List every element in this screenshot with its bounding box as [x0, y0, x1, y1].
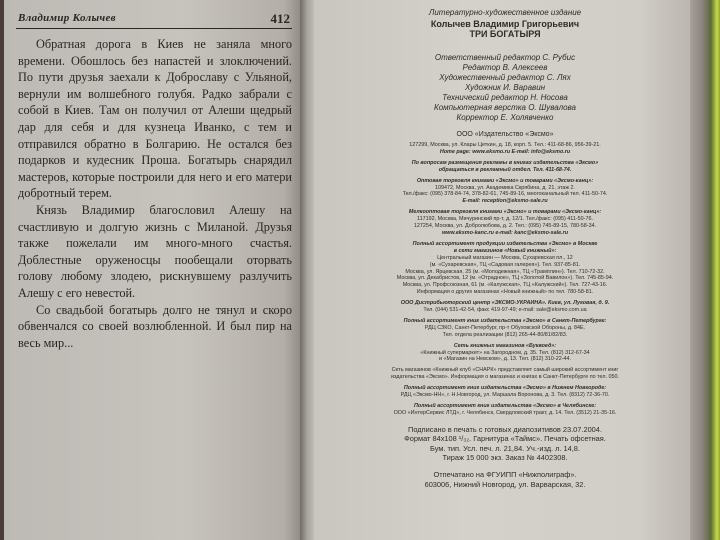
imprint-line: Формат 84x108 ¹/₃₂. Гарнитура «Таймс». Печать офсетная.: [404, 434, 606, 444]
imprint-line: Тел. (044) 531-42-54, факс 419-97-49; e-mail: sale@eksmo.com.ua: [423, 307, 587, 314]
imprint-line: Москва, ул. Профсоюзная, 61 (м. «Калужская», ТЦ «Калужский»). Тел. 727-43-16.: [402, 282, 608, 289]
imprint-line: 117192, Москва, Мичуринский пр-т, д. 12/1. Тел./факс: (095) 411-50-76.: [417, 216, 593, 223]
imprint-line: 603006, Нижний Новгород, ул. Варварская, 32.: [424, 479, 586, 489]
staff-line: Художественный редактор С. Лях: [439, 73, 571, 82]
printer-info: [322, 470, 688, 489]
imprint-line: 127299, Москва, ул. Клары Цеткин, д. 18, корп. 5. Тел.: 411-68-86, 956-39-21.: [409, 142, 601, 148]
imprint-line: Москва, ул. Декабристов, 12 (м. «Отрадное», ТЦ «Золотой Вавилон»). Тел. 745-85-94.: [396, 275, 614, 282]
body-text: [18, 36, 292, 351]
imprint-line: «Книжный супермаркет» на Загородном, д. 35. Тел. (812) 312-67-34: [420, 349, 590, 356]
imprint-line: Центральный магазин — Москва, Сухаревская пл., 12: [437, 254, 573, 261]
imprint-line: Тел. отдела реализации (812) 265-44-80/81/82/83.: [442, 331, 568, 338]
imprint-line: Сеть книжных магазинов «Буквоед»:: [453, 342, 557, 349]
running-header: [18, 12, 290, 24]
novgorod-block: [322, 385, 688, 399]
paragraph: Со свадьбой богатырь долго не тянул и скоро обвенчался со своей возлюбленной. И был пир на весь мир...: [18, 302, 292, 350]
imprint-line: Тел./факс: (095) 378-84-74, 378-82-61, 745-89-16, многоканальный тел. 411-50-74.: [402, 191, 608, 198]
ads-block: [322, 160, 688, 174]
imprint-line: РДЦ «Эксмо-НН», г. Н.Новгород, ул. Маршала Воронова, д. 3. Тел. (8312) 72-36-70.: [400, 392, 610, 399]
imprint-line: 127254, Москва, ул. Добролюбова, д. 2. Тел.: (095) 745-89-15, 780-58-34.: [413, 223, 597, 230]
imprint-line: в сети магазинов «Новый книжный»:: [453, 247, 557, 254]
retail-block: [322, 209, 688, 237]
chelyabinsk-block: [322, 403, 688, 417]
imprint-line: Бум. тип. Усл. печ. л. 21,84. Уч.-изд. л. 14,8.: [430, 443, 580, 453]
imprint-line: Сеть магазинов «Книжный клуб «СНАРК» представляет самый широкий ассортимент книг: [391, 367, 619, 374]
imprint-line: Москва, ул. Ярцевская, 25 (м. «Молодежная», ТЦ «Трамплин»). Тел. 710-72-32.: [405, 268, 605, 275]
imprint-line: РДЦ СЗКО, Санкт-Петербург, пр-т Обуховской Обороны, д. 84Е.: [424, 324, 586, 331]
address-block: [322, 142, 688, 156]
imprint-line: Полный ассортимент книг издательства «Эксмо» в Челябинске:: [413, 403, 597, 409]
imprint-line: 109472, Москва, ул. Академика Скрябина, д. 21, этаж 2.: [435, 184, 575, 191]
imprint-line: Home page: www.eksmo.ru E-mail: info@eksmo.ru: [439, 148, 571, 155]
page-number: 412: [270, 11, 290, 26]
imprint-line: и «Магазин на Невском», д. 13. Тел. (812) 310-22-44.: [438, 356, 571, 363]
imprint-author: Колычев Владимир Григорьевич: [430, 19, 580, 29]
imprint-line: (м. «Сухаревская», ТЦ «Садовая галерея»). Тел. 937-85-81.: [429, 261, 581, 268]
staff-list: [322, 53, 688, 123]
paragraph: Князь Владимир благословил Алешу на счастливую и долгую жизнь с Миланой. Друзья также пожелали им много-много счастья. Доблестные оруженосцы пообещали оторвать голову любому злодею, рискнувшему разлучить Алешу с его невестой.: [18, 202, 292, 300]
imprint-line: E-mail: reception@eksmo-sale.ru: [462, 198, 548, 205]
imprint-line: Полный ассортимент продукции издательства «Эксмо» в Москве: [412, 240, 598, 247]
ukraine-block: [322, 300, 688, 314]
bukvoed-block: [322, 343, 688, 364]
imprint: [322, 8, 688, 489]
imprint-line: Оптовая торговля книгами «Эксмо» и товарами «Эксмо-канц»:: [416, 177, 594, 184]
left-page: [4, 0, 302, 540]
imprint-line: По вопросам размещения рекламы в книгах издательства «Эксмо»: [411, 159, 599, 166]
imprint-line: Тираж 15 000 экз. Заказ № 4402308.: [442, 453, 568, 463]
header-author: Владимир Колычев: [18, 12, 116, 24]
imprint-line: ООО «ИнтерСервис ЛТД», г. Челябинск, Свердловский тракт, д. 14. Тел. (3512) 21-35-16.: [393, 409, 617, 416]
staff-line: Редактор В. Алексеев: [462, 63, 548, 72]
staff-line: Технический редактор Н. Носова: [442, 93, 568, 102]
imprint-line: издательства «Эксмо». Информация о магазинах и книгах в Санкт-Петербурге по тел. 050.: [390, 374, 620, 381]
moscow-block: [322, 241, 688, 296]
staff-line: Ответственный редактор С. Рубис: [434, 53, 576, 62]
staff-line: Художник И. Варавин: [464, 83, 546, 92]
staff-line: Корректор Е. Холявченко: [456, 113, 554, 122]
book-title: ТРИ БОГАТЫРЯ: [469, 29, 541, 39]
imprint-line: Полный ассортимент книг издательства «Эксмо» в Санкт-Петербурге:: [403, 317, 607, 324]
copyright-line: ООО «Издательство «Эксмо»: [456, 131, 554, 138]
imprint-line: ООО Дистрибьюторский центр «ЭКСМО-УКРАИНА». Киев, ул. Луговая, д. 9.: [400, 300, 610, 307]
print-specs: [322, 425, 688, 463]
imprint-line: Подписано в печать с готовых диапозитивов 23.07.2004.: [408, 424, 602, 434]
imprint-line: www.eksmo-kanc.ru e-mail: kanc@eksmo-sale.ru: [441, 229, 569, 236]
imprint-line: обращаться в рекламный отдел. Тел. 411-68-74.: [438, 166, 572, 173]
imprint-line: Информация о других магазинах «Новый книжный» по тел. 780-58-81.: [416, 289, 594, 296]
staff-line: Компьютерная верстка О. Шувалова: [434, 103, 576, 112]
paragraph: Обратная дорога в Киев не заняла много времени. Обошлось без напастей и злоключений. По пути друзья заехали к Доброславу с Ульяной, вернули им волшебного голубя. Радко забрали с собой в Киев. Там он получил от Алеши щедрый дар для себя и для кузнеца Иванко, с тем и отправился обратно в Болгарию. Не остался без подарков и кудесник Проша. Богатырь снарядил мастеров, которые построили для него и его матери добротный терем.: [18, 37, 292, 201]
imprint-line: Полный ассортимент книг издательства «Эксмо» в Нижнем Новгороде:: [403, 385, 607, 392]
publication-type: Литературно-художественное издание: [428, 8, 582, 17]
imprint-line: Мелкооптовая торговля книгами «Эксмо» и товарами «Эксмо-канц»:: [408, 209, 602, 216]
snark-block: [322, 367, 688, 381]
right-page: [314, 0, 696, 540]
spb-block: [322, 318, 688, 339]
imprint-line: Отпечатано на ФГУИПП «Нижполиграф».: [433, 470, 577, 480]
wholesale-block: [322, 178, 688, 206]
book-edge: [690, 0, 720, 540]
header-rule: [16, 28, 292, 29]
